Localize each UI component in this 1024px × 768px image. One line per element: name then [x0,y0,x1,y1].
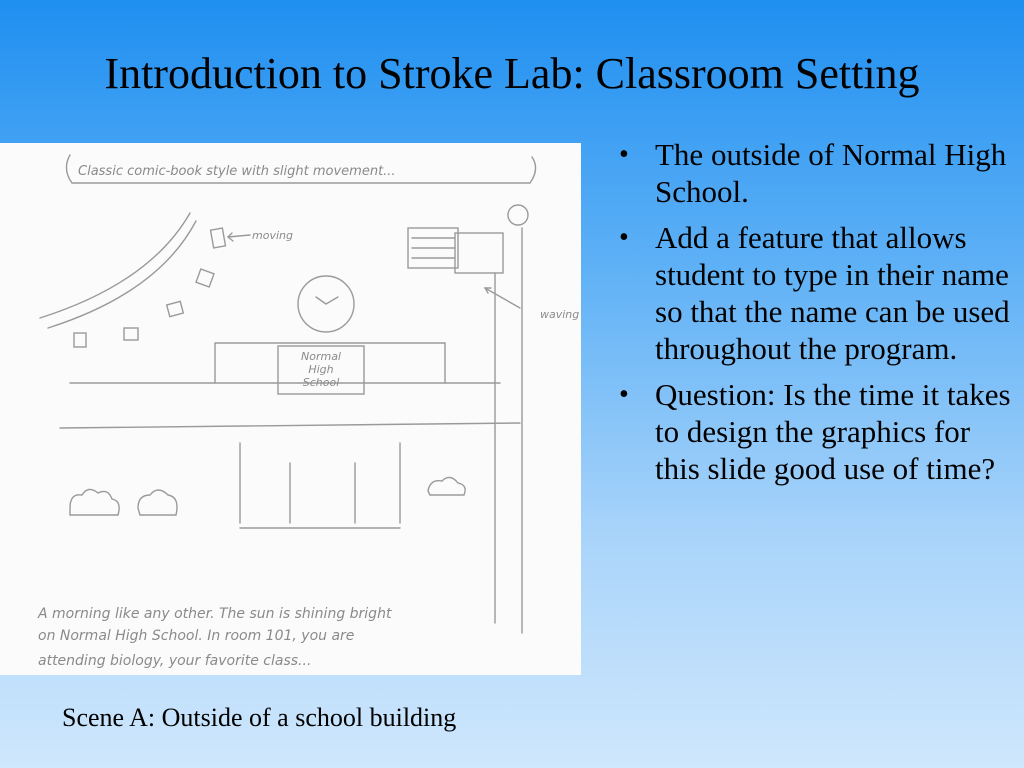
leaf-shape [211,228,226,248]
sun-arc [40,213,190,318]
sketch-label-waving: waving [540,308,580,321]
bullet-text: The outside of Normal High School. [655,137,1007,209]
bullet-text: Question: Is the time it takes to design the graphics for this slide good use of time? [655,377,1011,486]
sketch-sign-line1: Normal [301,350,341,363]
bullet-list [615,136,1015,496]
sketch-story-line1: A morning like any other. The sun is shining bright [38,606,392,622]
sketch-story-line3: attending biology, your favorite class... [38,653,312,669]
arrow-line [228,235,250,237]
flag-stripes [412,238,455,258]
flagpole-top [508,205,528,225]
leaf-shape [196,269,214,287]
flag-waving [455,233,503,273]
bullet-item [615,136,1015,210]
bush-right [428,477,465,495]
clock-hands [316,297,338,304]
sketch-note-top: Classic comic-book style with slight movement... [78,164,396,179]
sketch-image [0,143,581,675]
leaf-shape [124,328,138,340]
leaf-shape [167,301,184,316]
arrow-line [485,288,520,308]
bush-center [138,490,177,515]
bullet-dot-icon: • [619,139,629,170]
slide-title: Introduction to Stroke Lab: Classroom Setting [104,49,920,98]
bullet-dot-icon: • [619,222,629,253]
sketch-label-moving: moving [252,229,293,242]
bullet-item [615,376,1015,487]
bullet-text: Add a feature that allows student to type in their name so that the name can be used throughout the program. [655,220,1010,366]
bush-left [70,489,119,515]
bullet-dot-icon: • [619,379,629,410]
leaf-shape [74,333,86,347]
sketch-sign-line3: School [302,376,340,389]
bullet-item [615,219,1015,367]
sketch-sign-line2: High [308,363,334,376]
door-frame [290,463,355,523]
sketch-story-line2: on Normal High School. In room 101, you are [38,628,355,644]
school-sketch-drawing [0,143,581,675]
building-line [60,423,520,428]
image-caption: Scene A: Outside of a school building [62,703,457,732]
building-wall [240,443,400,523]
